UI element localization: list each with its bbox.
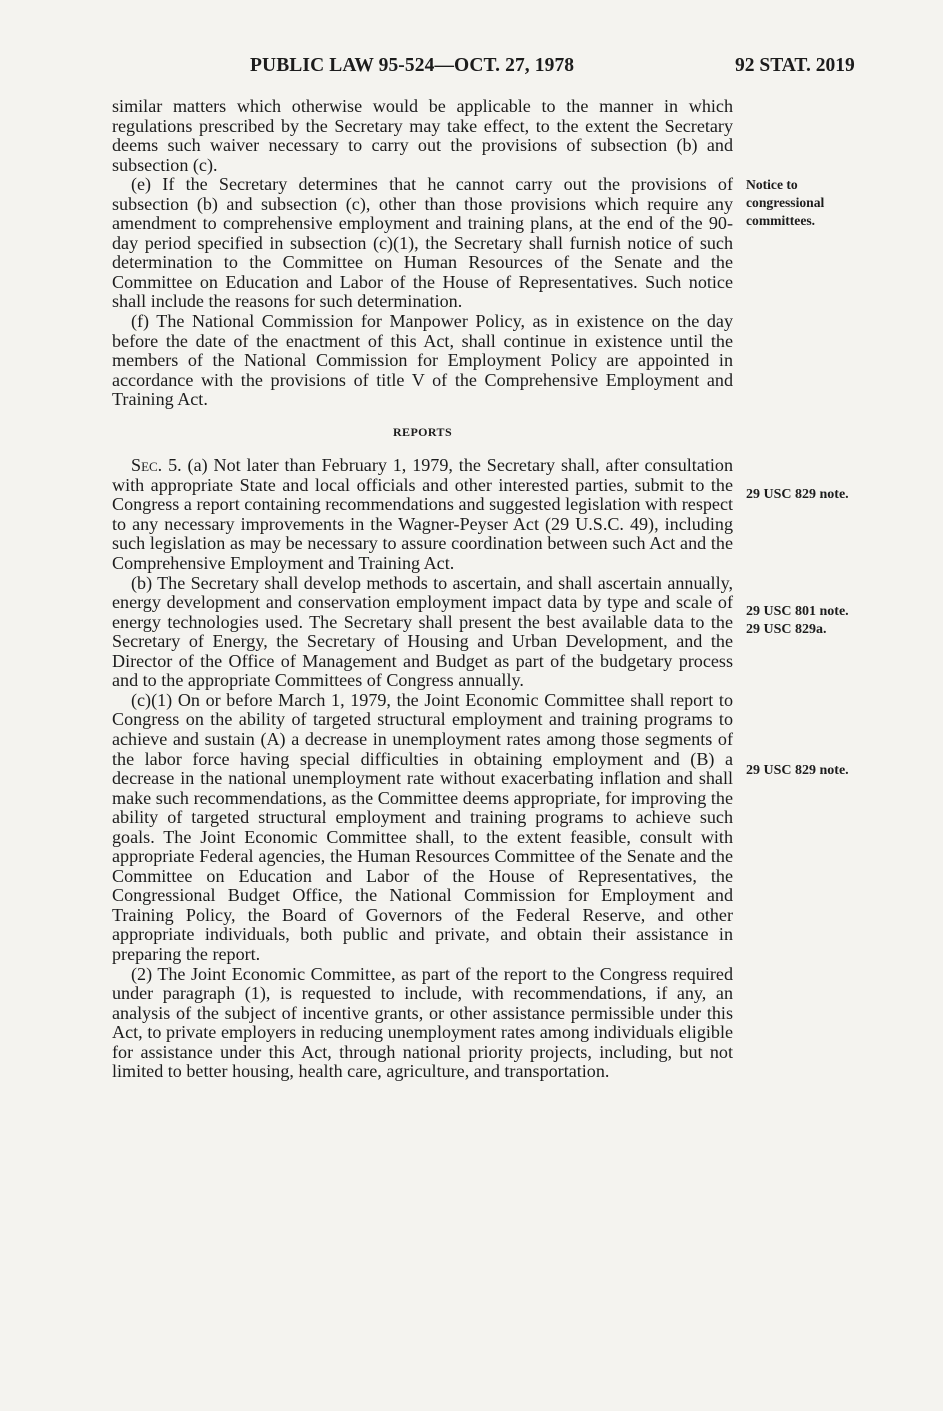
margin-note-usc-c: 29 USC 829 note. xyxy=(746,763,849,778)
section-5-c-1: (c)(1) On or before March 1, 1979, the Joint Economic Committee shall report to Congress on the ability of targeted structural employment and training programs to achieve and sustain (A) a decrease in unemployment rates among those segments of the labor force having special difficulties in obtaining employment and (B) a decrease in the national unemployment rate without exacerbating inflation and shall make such recommendations, as the Committee deems appropriate, for improving the ability of targeted structural employment and training programs to achieve such goals. The Joint Economic Committee shall, to the extent feasible, consult with appropriate Federal agencies, the Human Resources Committee of the Senate and the Committee on Education and Labor of the House of Representatives, the Congressional Budget Office, the National Commission for Employment and Training Policy, the Board of Governors of the Federal Reserve, and other appropriate individuals, both public and private, and obtain their assistance in preparing the report. xyxy=(112,689,733,964)
margin-note-usc-b xyxy=(746,603,876,639)
margin-note-usc-b2: 29 USC 829a. xyxy=(746,622,827,637)
paragraph-f: (f) The National Commission for Manpower Policy, as in existence on the day before the date of the enactment of this Act, shall continue in existence until the members of the National Commission for Employment Policy are appointed in accordance with the provisions of title V of the Comprehensive Employment and Training Act. xyxy=(112,311,733,410)
margin-note-usc-a: 29 USC 829 note. xyxy=(746,487,849,502)
paragraph-continuation: similar matters which otherwise would be applicable to the manner in which regulations prescribed by the Secretary may take effect, to the extent the Secretary deems such waiver necessary to carry out the provisions of subsection (b) and subsection (c). xyxy=(112,96,733,175)
margin-note-notice: Notice to congressional committees. xyxy=(746,177,825,228)
section-5-b: (b) The Secretary shall develop methods to ascertain, and shall ascertain annually, energy development and conservation employment impact data by type and scale of energy technologies used. The Secretary shall present the best available data to the Secretary of Energy, the Secretary of Housing and Urban Development, and the Director of the Office of Management and Budget as part of the budgetary process and to the appropriate Committees of Congress annually. xyxy=(112,572,733,691)
section-5-a xyxy=(112,456,733,573)
section-5-a-text: (a) Not later than February 1, 1979, the Secretary shall, after consultation with appropriate State and local officials and other interested parties, submit to the Congress a report containing recommendations and suggested legislation with respect to any necessary improvements in the Wagner-Peyser Act (29 U.S.C. 49), including such legislation as may be necessary to assure coordination between such Act and the Comprehensive Employment and Training Act. xyxy=(112,455,734,574)
section-5-c-2: (2) The Joint Economic Committee, as part of the report to the Congress required under paragraph (1), is requested to include, with recommendations, if any, an analysis of the subject of incentive grants, or other assistance permissible under this Act, to private employers in reducing unemployment rates among individuals eligible for assistance under this Act, through national priority projects, including, but not limited to better housing, health care, agriculture, and transportation. xyxy=(112,963,733,1082)
margin-note-usc-b1: 29 USC 801 note. xyxy=(746,604,849,619)
paragraph-e: (e) If the Secretary determines that he cannot carry out the provisions of subsection (b) and subsection (c), other than those provisions which require any amendment to comprehensive employment and training plans, at the end of the 90-day period specified in subsection (c)(1), the Secretary shall furnish notice of such determination to the Committee on Human Resources of the Senate and the Committee on Education and Labor of the House of Representatives. Such notice shall include the reasons for such determination. xyxy=(112,174,733,312)
statute-page-number: 92 STAT. 2019 xyxy=(735,55,855,76)
body-text xyxy=(112,97,733,1082)
section-label: Sec. 5. xyxy=(131,455,182,476)
page-header-title: PUBLIC LAW 95-524—OCT. 27, 1978 xyxy=(250,55,575,76)
section-heading: REPORTS xyxy=(392,424,453,439)
